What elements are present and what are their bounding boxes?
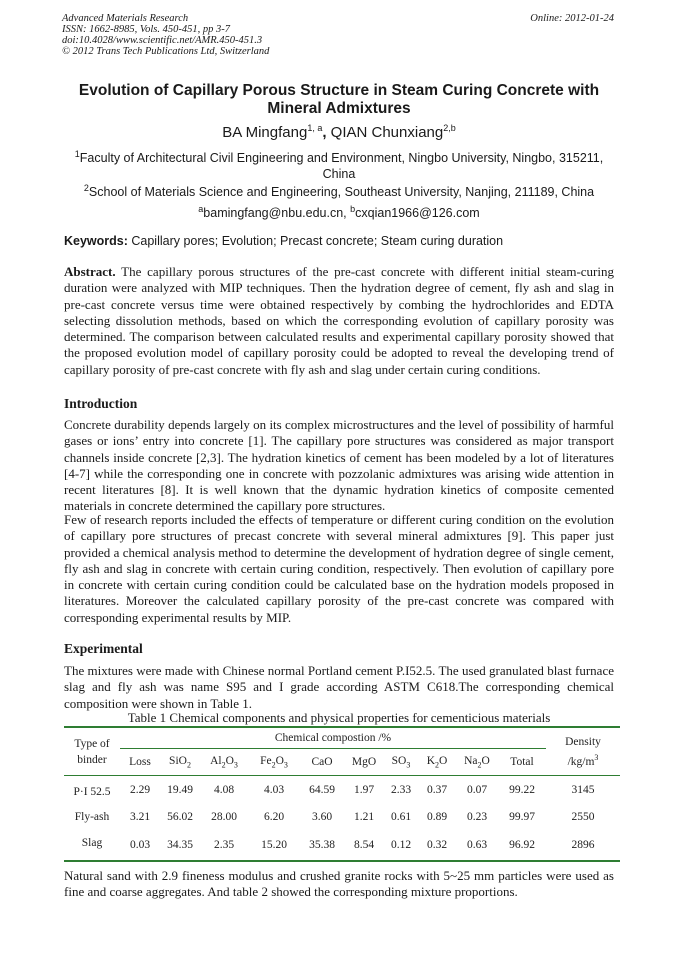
col-sub: 2 xyxy=(221,760,226,770)
col-cao xyxy=(300,749,344,776)
introduction-paragraph-2: Few of research reports included the effects of temperature or different curing condition on the evolution of capillary pore structures of precast concrete with several mineral admixtures [9]. This paper just provided a chemical analysis method to determine the development of hydration degree of single cement, fly ash and slag in concrete with certain curing condition, respectively. Then evolution of capillary pore in concrete with certain curing condition could be calculated base on the hydration models proposed in literatures. Moreover the calculated capillary porosity of the pre-cast concrete was compared with corresponding experimental results by MIP. xyxy=(64,512,614,625)
author-2-name: QIAN Chunxiang xyxy=(330,124,444,141)
col-mgo xyxy=(344,749,384,776)
abstract-text: The capillary porous structures of the pre-cast concrete with different initial steam-curing duration were analyzed with MIP techniques. Then the hydration degree of cement, fly ash and slag in pre-cast concrete versus time were obtained respectively by combing the hydrochlorides and EDTA selecting dissolution methods, based on which the corresponding evolution of capillary porosity was determined. The comparison between calculated results and experimental capillary porosity showed that the proposed evolution model of capillary porosity could be adopted to reveal the developing trend of capillary porosity of pre-cast concrete with fly ash and slag under certain curing conditions. xyxy=(64,264,614,377)
type-of-binder-label-1: Type of xyxy=(74,737,110,750)
value-cell: 3.60 xyxy=(311,811,333,823)
value-cell: 2.35 xyxy=(213,839,235,851)
doi-line: doi:10.4028/www.scientific.net/AMR.450-451.3 xyxy=(62,35,263,46)
value-cell: 0.12 xyxy=(390,839,412,851)
density-cell: 3145 xyxy=(571,784,595,796)
binder-cell: P·I 52.5 xyxy=(73,786,111,798)
density-cell: 2550 xyxy=(571,811,595,823)
value-cell: 0.03 xyxy=(129,839,151,851)
col-label: K xyxy=(426,754,435,767)
table-1-grid xyxy=(64,726,620,862)
author-2-sup: 2,b xyxy=(443,123,456,133)
col-label: Fe xyxy=(260,754,272,767)
author-1-sup: 1, a xyxy=(307,123,323,133)
value-cell: 4.03 xyxy=(263,784,285,796)
affiliation-1 xyxy=(62,150,616,182)
density-cell: 2896 xyxy=(571,839,595,851)
copyright-line: © 2012 Trans Tech Publications Ltd, Switzerland xyxy=(62,46,270,57)
value-cell: 3.21 xyxy=(129,811,151,823)
value-cell: 99.97 xyxy=(509,811,535,823)
col-label: SO xyxy=(391,754,407,767)
col-sub: 2 xyxy=(186,760,191,770)
value-cell: 2.33 xyxy=(390,784,412,796)
col-na2o xyxy=(456,749,498,776)
journal-name: Advanced Materials Research xyxy=(62,13,189,24)
type-of-binder-header xyxy=(64,727,120,776)
col-so3 xyxy=(384,749,418,776)
type-of-binder-label-2: binder xyxy=(77,753,107,766)
chemical-composition-header: Chemical compostion /% xyxy=(120,727,546,749)
col-tail: O xyxy=(225,754,234,767)
value-cell: 19.49 xyxy=(167,784,193,796)
density-label-2 xyxy=(546,750,620,770)
binder-cell: Fly-ash xyxy=(74,811,110,823)
density-label-1: Density xyxy=(565,735,601,748)
density-header xyxy=(546,727,620,776)
table-header-row-2 xyxy=(64,749,620,776)
introduction-paragraph-1: Concrete durability depends largely on its complex microstructures and the level of possibility of harmful gases or ions’ entry into concrete [1]. The capillary pore structures was considered as major transport channels inside concrete [2,3]. The hydration kinetics of cement has been modeled by a lot of literatures [4-7] while the corresponding one in concrete with pozzolanic admixtures was arising wide attention in recent literatures [8]. It is well known that the dynamic hydration kinetics of composite cemented materials in concrete determined the capillary pore structures. xyxy=(64,417,614,514)
affiliation-1-sup: 1 xyxy=(74,148,80,159)
experimental-paragraph-1: The mixtures were made with Chinese normal Portland cement P.I52.5. The used granulated blast furnace slag and fly ash was name S95 and I grade according ASTM C618.The corresponding chemical composition were shown in Table 1. xyxy=(64,663,614,711)
table-row xyxy=(64,830,620,861)
table-1 xyxy=(64,726,620,862)
experimental-heading: Experimental xyxy=(64,641,143,656)
keywords xyxy=(64,234,616,248)
col-tail: O xyxy=(439,754,448,767)
col-total xyxy=(498,749,546,776)
col-sio2 xyxy=(160,749,200,776)
value-cell: 4.08 xyxy=(213,784,235,796)
value-cell: 0.32 xyxy=(426,839,448,851)
value-cell: 15.20 xyxy=(261,839,287,851)
col-tail: O xyxy=(481,754,490,767)
density-unit: /kg/m xyxy=(567,755,595,768)
author-separator: , xyxy=(322,124,331,141)
author-1-name: BA Mingfang xyxy=(222,124,308,141)
affiliation-2 xyxy=(62,184,616,200)
col-label: CaO xyxy=(311,756,333,768)
affiliation-2-text: School of Materials Science and Engineering, Southeast University, Nanjing, 211189, China xyxy=(88,185,595,199)
affiliation-2-sup: 2 xyxy=(83,182,89,193)
table-row xyxy=(64,776,620,805)
issn-line: ISSN: 1662-8985, Vols. 450-451, pp 3-7 xyxy=(62,24,230,35)
online-date: Online: 2012-01-24 xyxy=(530,13,614,24)
author-line xyxy=(40,124,638,141)
col-label: MgO xyxy=(351,756,377,768)
email-b-sup: b xyxy=(350,203,356,214)
keywords-text: Capillary pores; Evolution; Precast concrete; Steam curing duration xyxy=(127,234,504,248)
col-sub: 2 xyxy=(435,760,439,770)
email-a-sup: a xyxy=(198,203,204,214)
table-row xyxy=(64,804,620,830)
value-cell: 28.00 xyxy=(211,811,237,823)
value-cell: 35.38 xyxy=(309,839,335,851)
col-tail: O xyxy=(275,754,284,767)
keywords-label: Keywords: xyxy=(64,234,128,248)
col-label: Al xyxy=(210,754,222,767)
value-cell: 1.97 xyxy=(353,784,375,796)
value-cell: 99.22 xyxy=(509,784,535,796)
value-cell: 0.37 xyxy=(426,784,448,796)
col-label: Total xyxy=(510,756,534,768)
table-1-caption: Table 1 Chemical components and physical properties for cementicious materials xyxy=(127,710,551,725)
value-cell: 8.54 xyxy=(353,839,375,851)
col-loss xyxy=(120,749,160,776)
paper-title: Evolution of Capillary Porous Structure in Steam Curing Concrete with Mineral Admixtures xyxy=(78,82,600,117)
col-k2o xyxy=(418,749,456,776)
table-header-row-1 xyxy=(64,727,620,749)
col-sub: 2 xyxy=(477,760,482,770)
density-unit-sup: 3 xyxy=(594,752,599,762)
value-cell: 6.20 xyxy=(263,811,285,823)
binder-cell: Slag xyxy=(81,837,103,849)
value-cell: 56.02 xyxy=(167,811,193,823)
value-cell: 2.29 xyxy=(129,784,151,796)
abstract-label: Abstract. xyxy=(64,264,116,279)
value-cell: 1.21 xyxy=(353,811,375,823)
email-b: cxqian1966@126.com xyxy=(355,206,480,220)
col-label: SiO xyxy=(169,754,187,767)
col-fe2o3 xyxy=(248,749,300,776)
abstract xyxy=(64,264,614,378)
col-label: Loss xyxy=(129,756,151,768)
experimental-paragraph-2: Natural sand with 2.9 fineness modulus and crushed granite rocks with 5~25 mm particles were used as fine and coarse aggregates. And table 2 showed the corresponding mixture proportions. xyxy=(64,868,614,900)
value-cell: 64.59 xyxy=(309,784,335,796)
col-sub: 3 xyxy=(406,760,411,770)
value-cell: 0.89 xyxy=(426,811,448,823)
value-cell: 34.35 xyxy=(167,839,193,851)
value-cell: 0.07 xyxy=(466,784,488,796)
affiliation-1-text: Faculty of Architectural Civil Engineering and Environment, Ningbo University, Ningbo, 315211, China xyxy=(79,151,604,181)
col-sub2: 3 xyxy=(233,760,238,770)
value-cell: 0.63 xyxy=(466,839,488,851)
value-cell: 0.61 xyxy=(390,811,412,823)
journal-header xyxy=(62,13,269,57)
col-al2o3 xyxy=(200,749,248,776)
value-cell: 0.23 xyxy=(466,811,488,823)
col-label: Na xyxy=(464,754,478,767)
introduction-heading: Introduction xyxy=(64,396,138,411)
col-sub: 2 xyxy=(271,760,276,770)
value-cell: 96.92 xyxy=(509,839,535,851)
email-line xyxy=(40,203,638,220)
email-a: bamingfang@nbu.edu.cn, xyxy=(203,206,351,220)
col-sub2: 3 xyxy=(283,760,288,770)
